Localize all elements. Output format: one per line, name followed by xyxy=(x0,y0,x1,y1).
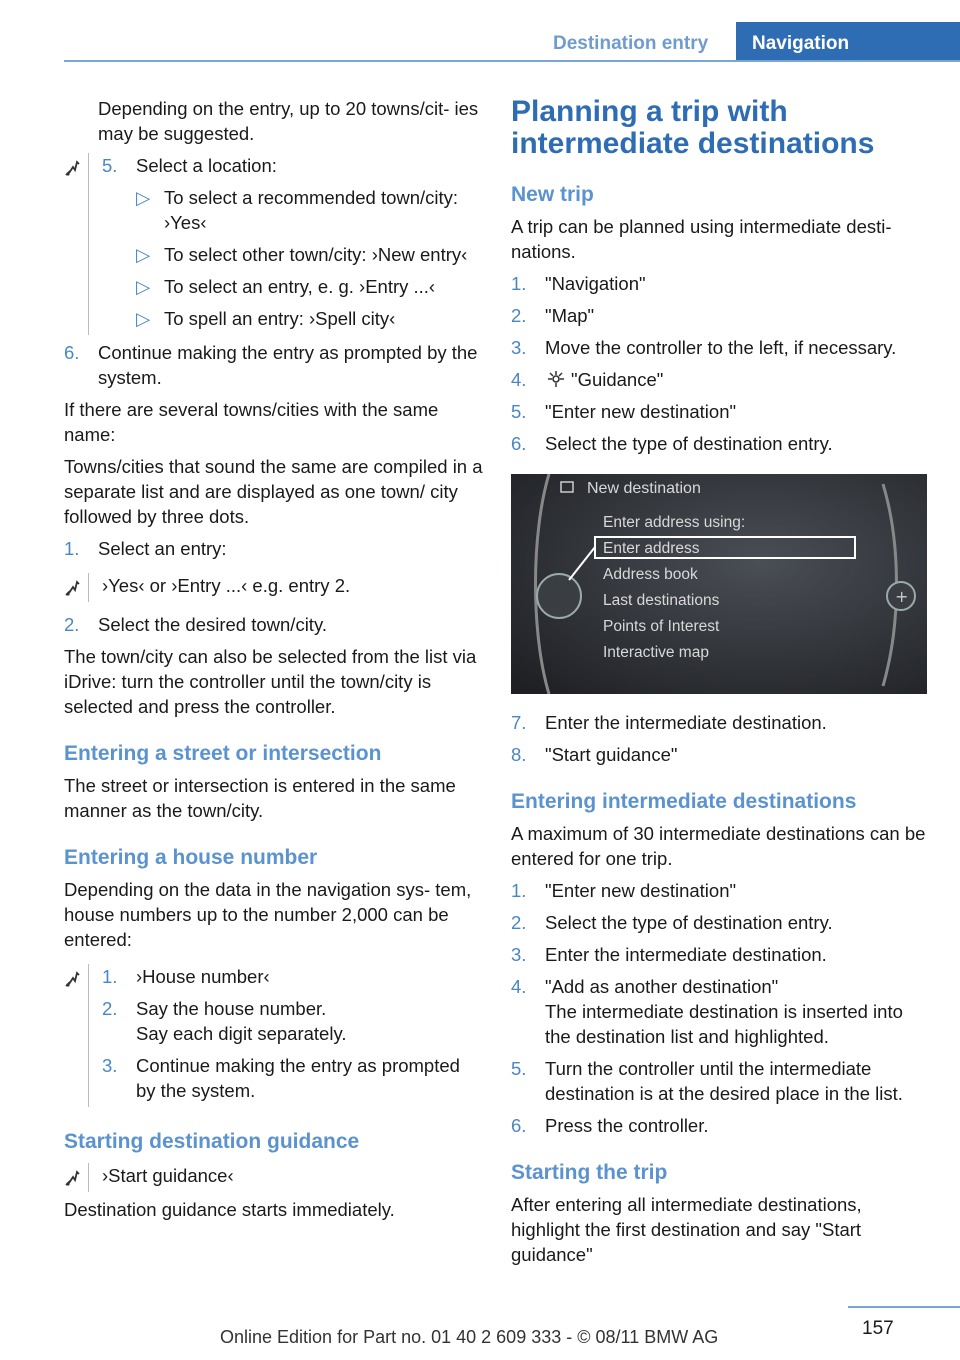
list-item: ▷ To spell an entry: ›Spell city‹ xyxy=(136,308,396,329)
voice-block-select-location xyxy=(64,153,484,331)
bullet-triangle-icon: ▷ xyxy=(136,308,151,329)
paragraph: The town/city can also be selected from the list via iDrive: turn the controller until the town/city is selected and press the controller. xyxy=(64,646,477,717)
footer-rule xyxy=(848,1306,960,1308)
voice-block-bar xyxy=(88,964,89,1107)
paragraph: A maximum of 30 intermediate destinations can be entered for one trip. xyxy=(511,823,926,869)
list-item: 1. "Enter new destination" xyxy=(511,880,737,901)
paragraph: Depending on the data in the navigation sys- tem, house numbers up to the number 2,000 can be entered: xyxy=(64,879,472,950)
paragraph: Towns/cities that sound the same are compiled in a separate list and are displayed as one town/ city followed by three dots. xyxy=(64,456,483,527)
heading-start-trip: Starting the trip xyxy=(511,1161,668,1184)
steps-list xyxy=(511,271,931,456)
paragraph: A trip can be planned using intermediate desti- nations. xyxy=(511,216,892,262)
list-item: 1. Select an entry: xyxy=(64,538,227,559)
list-item: 2. Select the desired town/city. xyxy=(64,614,327,635)
screen-menu-item: Points of Interest xyxy=(603,618,720,635)
heading-start-guidance: Starting destination guidance xyxy=(64,1130,360,1153)
page-title: Planning a trip with intermediate destinations xyxy=(511,95,875,160)
list-item: ▷ To select a recommended town/city: ›Yes‹ xyxy=(136,187,459,233)
voice-block-start-guidance: ›Start guidance‹ xyxy=(64,1163,484,1188)
screen-menu-item: Interactive map xyxy=(603,644,709,661)
list-item: 4. "Add as another destination" The intermediate destination is inserted into the destination list and highlighted. xyxy=(511,976,903,1047)
list-item: 1. ›House number‹ xyxy=(102,966,270,987)
list-item: 6. Press the controller. xyxy=(511,1115,709,1136)
list-item: 4. "Guidance" xyxy=(511,369,664,390)
header-chapter-tab: Navigation xyxy=(736,22,960,62)
heading-street: Entering a street or intersection xyxy=(64,742,382,765)
list-item: ▷ To select an entry, e. g. ›Entry ...‹ xyxy=(136,276,436,297)
list-item: 6. Select the type of destination entry. xyxy=(511,433,833,454)
paragraph: The street or intersection is entered in the same manner as the town/city. xyxy=(64,775,456,821)
right-column xyxy=(511,96,931,1274)
list-item: 3. Move the controller to the left, if necessary. xyxy=(511,337,897,358)
screen-menu-item: Last destinations xyxy=(603,592,720,609)
idrive-screen-image xyxy=(511,474,927,694)
paragraph: After entering all intermediate destinations, highlight the first destination and say "Start guidance" xyxy=(511,1194,862,1265)
guidance-icon xyxy=(545,370,567,388)
heading-intermediate: Entering intermediate destinations xyxy=(511,790,857,813)
heading-house-number: Entering a house number xyxy=(64,846,318,869)
bullet-triangle-icon: ▷ xyxy=(136,187,151,208)
list-item: 1. "Navigation" xyxy=(511,273,646,294)
voice-command-icon xyxy=(64,579,82,597)
list-item: 3. Enter the intermediate destination. xyxy=(511,944,827,965)
list-item: 2. Select the type of destination entry. xyxy=(511,912,833,933)
bullet-triangle-icon: ▷ xyxy=(136,244,151,265)
paragraph: Destination guidance starts immediately. xyxy=(64,1199,395,1220)
list-item: 8. "Start guidance" xyxy=(511,744,678,765)
voice-block-bar xyxy=(88,573,89,602)
bullet-triangle-icon: ▷ xyxy=(136,276,151,297)
list-item: 5. Select a location: xyxy=(102,155,277,176)
screen-title: New destination xyxy=(587,480,701,497)
voice-command-icon xyxy=(64,1169,82,1187)
voice-command-icon xyxy=(64,159,82,177)
left-column xyxy=(64,96,484,1229)
paragraph: If there are several towns/cities with the same name: xyxy=(64,399,439,445)
voice-block-bar xyxy=(88,1163,89,1192)
list-item: 7. Enter the intermediate destination. xyxy=(511,712,827,733)
header-section-title: Destination entry xyxy=(553,33,709,54)
screen-menu-item: Enter address using: xyxy=(603,514,746,531)
list-item: 2. Say the house number. Say each digit separately. xyxy=(102,998,347,1044)
list-item: 6. Continue making the entry as prompted by the system. xyxy=(64,342,478,388)
heading-new-trip: New trip xyxy=(511,183,594,206)
intro-paragraph: Depending on the entry, up to 20 towns/cit- ies may be suggested. xyxy=(98,98,479,144)
list-item: 5. "Enter new destination" xyxy=(511,401,737,422)
page-number: 157 xyxy=(862,1318,894,1339)
svg-text:+: + xyxy=(895,587,909,606)
screen-menu-item: Enter address xyxy=(603,540,700,557)
list-item: ▷ To select other town/city: ›New entry‹ xyxy=(136,244,468,265)
list-item: 5. Turn the controller until the intermediate destination is at the desired place in the list. xyxy=(511,1058,903,1104)
list-item: 2. "Map" xyxy=(511,305,595,326)
list-item: 3. Continue making the entry as prompted by the system. xyxy=(102,1055,460,1101)
voice-block-bar xyxy=(88,153,89,335)
voice-command-icon xyxy=(64,970,82,988)
screen-menu-item: Address book xyxy=(603,566,698,583)
voice-block-select-entry: ›Yes‹ or ›Entry ...‹ e.g. entry 2. xyxy=(64,573,484,598)
header-rule xyxy=(64,60,960,62)
voice-block-house-number xyxy=(64,964,484,1103)
edition-note: Online Edition for Part no. 01 40 2 609 333 - © 08/11 BMW AG xyxy=(220,1327,719,1347)
